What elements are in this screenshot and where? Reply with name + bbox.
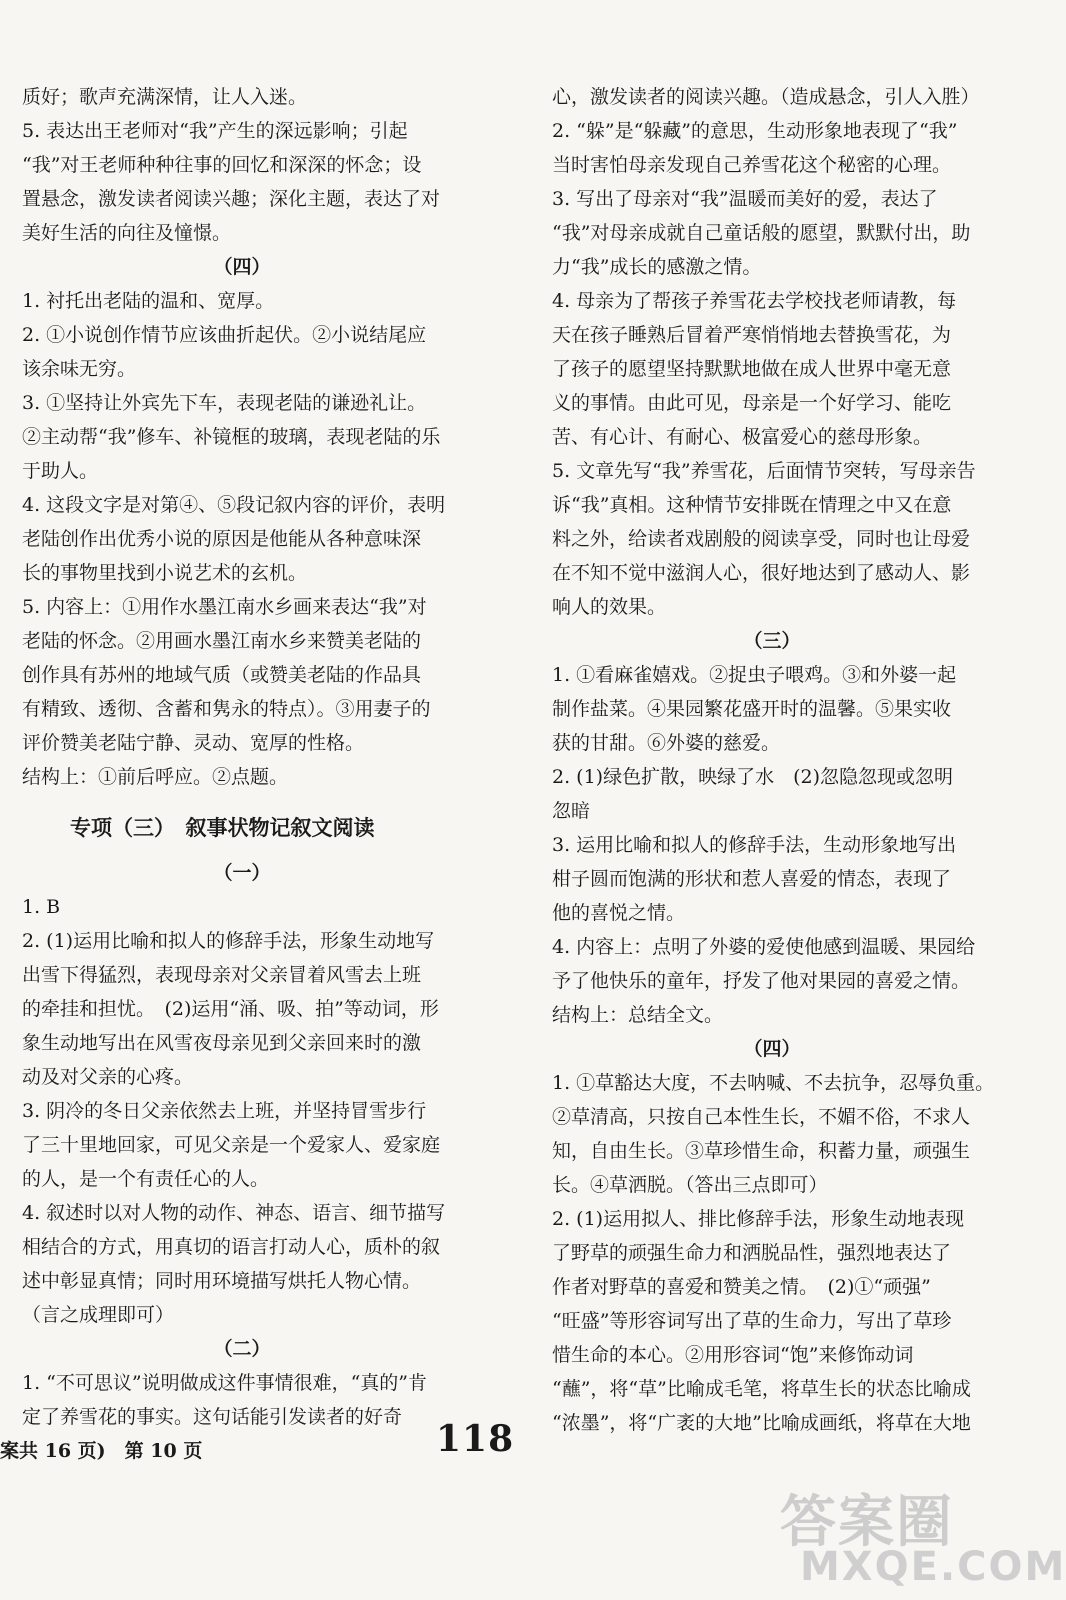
text-line: 美好生活的向往及憧憬。 [22,222,232,244]
text-line: 制作盐菜。④果园繁花盛开时的温馨。⑤果实收 [552,698,952,720]
text-line: 结构上：①前后呼应。②点题。 [22,766,289,788]
text-line: 予了他快乐的童年，抒发了他对果园的喜爱之情。 [552,970,971,992]
text-line: ②主动帮“我”修车、补镜框的玻璃，表现老陆的乐 [22,426,441,448]
text-line: “蘸”，将“草”比喻成毛笔，将草生长的状态比喻成 [552,1378,971,1400]
text-line: 的牵挂和担忧。 (2)运用“涌、吸、拍”等动词，形 [22,998,439,1020]
text-line: 相结合的方式，用真切的语言打动人心，质朴的叙 [22,1236,441,1258]
text-line: 作者对野草的喜爱和赞美之情。 (2)①“顽强” [552,1276,931,1298]
text-line: 获的甘甜。⑥外婆的慈爱。 [552,732,781,754]
watermark-text-bottom: MXQE.COM [800,1544,1066,1590]
text-line: 有精致、透彻、含蓄和隽永的特点）。③用妻子的 [22,698,431,720]
footer-answer-page-info: 案共 16 页) 第 10 页 [0,1440,203,1462]
text-line: 该余味无穷。 [22,358,137,380]
section-label: （一） [213,862,271,884]
section-label: （四） [743,1038,801,1060]
text-line: 定了养雪花的事实。这句话能引发读者的好奇 [22,1406,403,1428]
text-line: 3. 阴冷的冬日父亲依然去上班，并坚持冒雪步行 [22,1100,427,1122]
section-label: （四） [213,256,271,278]
text-line: 质好；歌声充满深情，让人入迷。 [22,86,308,108]
text-line: 2. (1)运用拟人、排比修辞手法，形象生动地表现 [552,1208,965,1230]
text-line: 长。④草洒脱。（答出三点即可） [552,1174,828,1196]
page-number: 118 [436,1418,515,1460]
watermark-logo [780,1478,1066,1598]
text-line: 知，自由生长。③草珍惜生命，积蓄力量，顽强生 [552,1140,971,1162]
text-line: 长的事物里找到小说艺术的玄机。 [22,562,308,584]
text-line: 3. 运用比喻和拟人的修辞手法，生动形象地写出 [552,834,957,856]
text-line: 当时害怕母亲发现自己养雪花这个秘密的心理。 [552,154,952,176]
text-line: 1. B [22,896,61,918]
text-line: 2. ①小说创作情节应该曲折起伏。②小说结尾应 [22,324,427,346]
text-line: 诉“我”真相。这种情节安排既在情理之中又在意 [552,494,952,516]
text-line: 的人，是一个有责任心的人。 [22,1168,270,1190]
text-line: 创作具有苏州的地域气质（或赞美老陆的作品具 [22,664,422,686]
text-line: ②草清高，只按自己本性生长，不媚不俗，不求人 [552,1106,971,1128]
text-line: “浓墨”，将“广袤的大地”比喻成画纸，将草在大地 [552,1412,971,1434]
text-line: 3. 写出了母亲对“我”温暖而美好的爱，表达了 [552,188,938,210]
text-line: 评价赞美老陆宁静、灵动、宽厚的性格。 [22,732,365,754]
text-line: 1. ①看麻雀嬉戏。②捉虫子喂鸡。③和外婆一起 [552,664,957,686]
text-line: 2. “躲”是“躲藏”的意思，生动形象地表现了“我” [552,120,958,142]
text-line: 忽暗 [552,800,591,822]
text-line: 4. 叙述时以对人物的动作、神态、语言、细节描写 [22,1202,446,1224]
text-line: 了三十里地回家，可见父亲是一个爱家人、爱家庭 [22,1134,441,1156]
text-line: 力“我”成长的感激之情。 [552,256,762,278]
right-column [552,80,995,1440]
text-line: 5. 内容上：①用作水墨江南水乡画来表达“我”对 [22,596,427,618]
text-line: 义的事情。由此可见，母亲是一个好学习、能吃 [552,392,952,414]
text-line: 4. 这段文字是对第④、⑤段记叙内容的评价，表明 [22,494,446,516]
text-line: 老陆的怀念。②用画水墨江南水乡来赞美老陆的 [22,630,422,652]
text-line: 响人的效果。 [552,596,667,618]
text-line: （言之成理即可） [22,1304,175,1326]
text-line: 4. 内容上：点明了外婆的爱使他感到温暖、果园给 [552,936,976,958]
text-line: 1. 衬托出老陆的温和、宽厚。 [22,290,275,312]
text-line: 苦、有心计、有耐心、极富爱心的慈母形象。 [552,426,933,448]
text-line: 了孩子的愿望坚持默默地做在成人世界中毫无意 [552,358,952,380]
text-line: 在不知不觉中滋润人心，很好地达到了感动人、影 [552,562,971,584]
text-line: 天在孩子睡熟后冒着严寒悄悄地去替换雪花，为 [552,324,952,346]
text-line: 2. (1)运用比喻和拟人的修辞手法，形象生动地写 [22,930,435,952]
text-line: 动及对父亲的心疼。 [22,1066,194,1088]
text-line: 柑子圆而饱满的形状和惹人喜爱的情态，表现了 [552,868,952,890]
text-line: 他的喜悦之情。 [552,902,686,924]
text-line: “我”对王老师种种往事的回忆和深深的怀念；设 [22,154,422,176]
text-line: “旺盛”等形容词写出了草的生命力，写出了草珍 [552,1310,952,1332]
text-line: 象生动地写出在风雪夜母亲见到父亲回来时的激 [22,1032,422,1054]
text-line: 了野草的顽强生命力和洒脱品性，强烈地表达了 [552,1242,952,1264]
text-line: 结构上：总结全文。 [552,1004,724,1026]
text-line: 1. ①草豁达大度，不去呐喊、不去抗争，忍辱负重。 [552,1072,995,1094]
text-line: 4. 母亲为了帮孩子养雪花去学校找老师请教，每 [552,290,957,312]
section-label: （三） [743,630,801,652]
text-line: 老陆创作出优秀小说的原因是他能从各种意味深 [22,528,422,550]
section-heading: 专项（三） 叙事状物记叙文阅读 [70,815,375,840]
text-line: 2. (1)绿色扩散，映绿了水 (2)忽隐忽现或忽明 [552,766,953,788]
text-line: 5. 表达出王老师对“我”产生的深远影响；引起 [22,120,408,142]
text-line: “我”对母亲成就自己童话般的愿望，默默付出，助 [552,222,971,244]
text-line: 惜生命的本心。②用形容词“饱”来修饰动词 [552,1344,914,1366]
text-line: 料之外，给读者戏剧般的阅读享受，同时也让母爱 [552,528,971,550]
section-label: （二） [213,1338,271,1360]
text-line: 5. 文章先写“我”养雪花，后面情节突转，写母亲告 [552,460,976,482]
text-line: 置悬念，激发读者阅读兴趣；深化主题，表达了对 [22,188,441,210]
text-line: 心，激发读者的阅读兴趣。（造成悬念，引人入胜） [552,86,980,108]
text-line: 于助人。 [22,460,99,482]
left-column [22,80,462,1434]
text-line: 3. ①坚持让外宾先下车，表现老陆的谦逊礼让。 [22,392,427,414]
text-line: 述中彰显真情；同时用环境描写烘托人物心情。 [22,1270,422,1292]
text-line: 出雪下得猛烈，表现母亲对父亲冒着风雪去上班 [22,964,422,986]
watermark-text-top: 答案圈 [780,1490,954,1555]
text-line: 1. “不可思议”说明做成这件事情很难，“真的”肯 [22,1372,428,1394]
